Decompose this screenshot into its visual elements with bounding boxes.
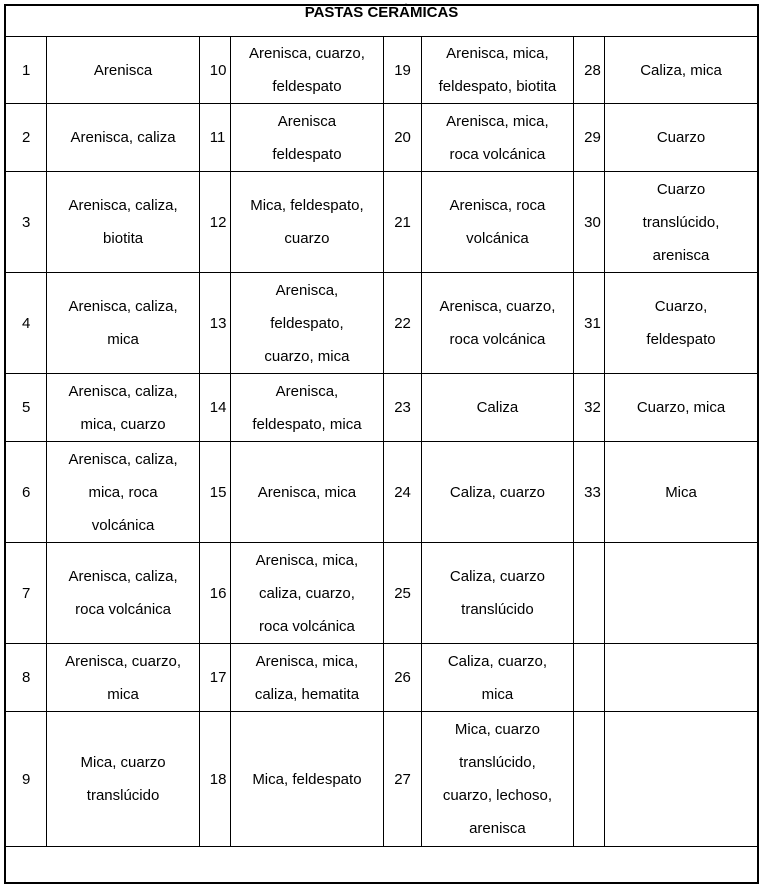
composition-line: volcánica — [91, 516, 155, 534]
composition-line: cuarzo — [284, 230, 330, 247]
sample-number-cell: 23 — [384, 374, 422, 442]
composition-line: cuarzo, mica — [264, 347, 350, 365]
composition-cell — [421, 273, 573, 374]
composition-line: Arenisca, mica — [257, 483, 357, 501]
composition-cell — [47, 644, 199, 712]
composition-line: Caliza, cuarzo — [449, 568, 545, 585]
sample-number-cell — [574, 543, 605, 644]
composition-line: Mica, cuarzo — [454, 721, 540, 738]
composition-line: cuarzo, lechoso, — [442, 787, 553, 804]
composition-cell — [47, 712, 199, 847]
composition-cell — [421, 374, 573, 442]
composition-cell — [230, 543, 384, 644]
sample-number-cell: 11 — [199, 104, 230, 172]
composition-line: mica, roca — [88, 483, 158, 501]
composition-cell — [605, 442, 757, 543]
table-row — [6, 543, 757, 644]
composition-cell — [230, 442, 384, 543]
sample-number-cell: 4 — [6, 273, 47, 374]
ceramic-pastes-table-frame — [4, 4, 759, 884]
composition-cell — [421, 543, 573, 644]
composition-cell — [230, 273, 384, 374]
composition-line: feldespato — [272, 78, 342, 95]
composition-cell — [421, 104, 573, 172]
composition-line: feldespato, biotita — [438, 78, 557, 95]
composition-line: mica — [481, 685, 514, 703]
composition-line: Arenisca, cuarzo, — [248, 45, 365, 62]
composition-cell — [605, 37, 757, 104]
composition-line: Cuarzo — [656, 180, 706, 198]
sample-number-cell: 9 — [6, 712, 47, 847]
ceramic-pastes-table — [6, 6, 757, 875]
sample-number-cell: 31 — [574, 273, 605, 374]
composition-line: Caliza, cuarzo — [449, 483, 545, 501]
sample-number-cell — [574, 644, 605, 712]
composition-line: roca volcánica — [449, 145, 546, 163]
table-title: PASTAS CERÁMICAS — [6, 6, 757, 37]
table-row — [6, 172, 757, 273]
sample-number-cell: 30 — [574, 172, 605, 273]
sample-number-cell: 16 — [199, 543, 230, 644]
composition-cell — [421, 644, 573, 712]
composition-cell — [230, 644, 384, 712]
composition-line: translúcido — [86, 787, 160, 804]
sample-number-cell: 12 — [199, 172, 230, 273]
sample-number-cell: 1 — [6, 37, 47, 104]
composition-line: Caliza, mica — [640, 61, 722, 79]
composition-cell — [605, 644, 757, 712]
composition-line: Arenisca, — [275, 281, 339, 299]
composition-line: Mica — [665, 483, 697, 501]
composition-cell — [605, 104, 757, 172]
sample-number-cell: 32 — [574, 374, 605, 442]
composition-cell — [421, 172, 573, 273]
composition-line: Mica, cuarzo — [80, 754, 166, 771]
composition-line: Arenisca, mica, — [446, 112, 549, 130]
composition-line: Arenisca, mica, — [255, 652, 359, 670]
sample-number-cell: 2 — [6, 104, 47, 172]
sample-number-cell: 33 — [574, 442, 605, 543]
table-row — [6, 273, 757, 374]
sample-number-cell: 21 — [384, 172, 422, 273]
composition-line: Caliza, cuarzo, — [447, 652, 548, 670]
sample-number-cell: 26 — [384, 644, 422, 712]
composition-line: Arenisca, — [275, 382, 339, 400]
composition-line: Arenisca, caliza, — [68, 298, 178, 315]
composition-cell — [605, 543, 757, 644]
composition-cell — [230, 374, 384, 442]
composition-cell — [47, 37, 199, 104]
composition-cell — [47, 543, 199, 644]
sample-number-cell: 22 — [384, 273, 422, 374]
composition-line: translúcido — [461, 601, 534, 618]
composition-cell — [230, 172, 384, 273]
composition-line: Arenisca, caliza, — [68, 450, 178, 468]
composition-line: Arenisca — [277, 112, 337, 130]
empty-footer-cell — [6, 847, 757, 876]
sample-number-cell: 8 — [6, 644, 47, 712]
composition-line: volcánica — [466, 230, 529, 247]
table-body — [6, 37, 757, 876]
table-row — [6, 374, 757, 442]
composition-cell — [605, 712, 757, 847]
sample-number-cell — [574, 712, 605, 847]
table-row — [6, 442, 757, 543]
sample-number-cell: 6 — [6, 442, 47, 543]
sample-number-cell: 7 — [6, 543, 47, 644]
composition-cell — [230, 37, 384, 104]
composition-line: feldespato, — [270, 314, 344, 332]
composition-line: Arenisca, mica, — [446, 45, 549, 62]
composition-line: Arenisca, mica, — [255, 551, 359, 569]
composition-line: feldespato — [272, 145, 342, 163]
composition-line: Arenisca, caliza, — [68, 382, 178, 400]
composition-line: Mica, feldespato — [252, 770, 362, 788]
composition-line: caliza, hematita — [254, 685, 360, 703]
composition-line: Arenisca, cuarzo, — [439, 298, 556, 315]
composition-line: Arenisca — [93, 61, 153, 79]
sample-number-cell: 13 — [199, 273, 230, 374]
composition-line: roca volcánica — [258, 617, 355, 635]
composition-line: roca volcánica — [449, 331, 546, 348]
empty-footer-row — [6, 847, 757, 876]
composition-line: Arenisca, caliza, — [68, 197, 178, 214]
composition-line: mica — [107, 685, 139, 703]
composition-cell — [421, 712, 573, 847]
sample-number-cell: 18 — [199, 712, 230, 847]
composition-cell — [421, 442, 573, 543]
composition-cell — [605, 273, 757, 374]
sample-number-cell: 3 — [6, 172, 47, 273]
table-row — [6, 37, 757, 104]
composition-line: caliza, cuarzo, — [259, 584, 355, 602]
composition-line: Cuarzo — [656, 129, 706, 146]
composition-line: Arenisca, caliza, — [68, 568, 178, 585]
sample-number-cell: 14 — [199, 374, 230, 442]
composition-cell — [605, 374, 757, 442]
sample-number-cell: 17 — [199, 644, 230, 712]
composition-cell — [230, 104, 384, 172]
composition-line: roca volcánica — [75, 601, 171, 618]
composition-line: arenisca — [469, 820, 526, 837]
composition-line: Caliza — [476, 399, 519, 416]
composition-line: Cuarzo, mica — [636, 399, 726, 416]
table-row — [6, 104, 757, 172]
composition-line: feldespato — [646, 331, 716, 348]
composition-cell — [47, 273, 199, 374]
sample-number-cell: 10 — [199, 37, 230, 104]
composition-line: Cuarzo, — [654, 298, 708, 315]
composition-line: translúcido, — [459, 754, 536, 771]
table-row — [6, 712, 757, 847]
composition-line: biotita — [103, 230, 144, 247]
sample-number-cell: 15 — [199, 442, 230, 543]
sample-number-cell: 5 — [6, 374, 47, 442]
composition-cell — [47, 374, 199, 442]
composition-line: Arenisca, roca — [449, 197, 546, 214]
composition-cell — [47, 172, 199, 273]
composition-line: mica, cuarzo — [80, 415, 166, 433]
composition-cell — [421, 37, 573, 104]
composition-line: Arenisca, cuarzo, — [65, 652, 181, 670]
sample-number-cell: 20 — [384, 104, 422, 172]
sample-number-cell: 27 — [384, 712, 422, 847]
composition-cell — [47, 104, 199, 172]
table-row — [6, 644, 757, 712]
composition-line: arenisca — [652, 246, 710, 264]
composition-line: translúcido, — [642, 213, 720, 231]
composition-line: Arenisca, caliza — [70, 129, 176, 146]
composition-line: mica — [107, 331, 139, 348]
composition-cell — [230, 712, 384, 847]
composition-cell — [47, 442, 199, 543]
sample-number-cell: 29 — [574, 104, 605, 172]
sample-number-cell: 19 — [384, 37, 422, 104]
sample-number-cell: 25 — [384, 543, 422, 644]
composition-line: Mica, feldespato, — [250, 197, 364, 214]
composition-line: feldespato, mica — [252, 415, 362, 433]
sample-number-cell: 24 — [384, 442, 422, 543]
sample-number-cell: 28 — [574, 37, 605, 104]
composition-cell — [605, 172, 757, 273]
